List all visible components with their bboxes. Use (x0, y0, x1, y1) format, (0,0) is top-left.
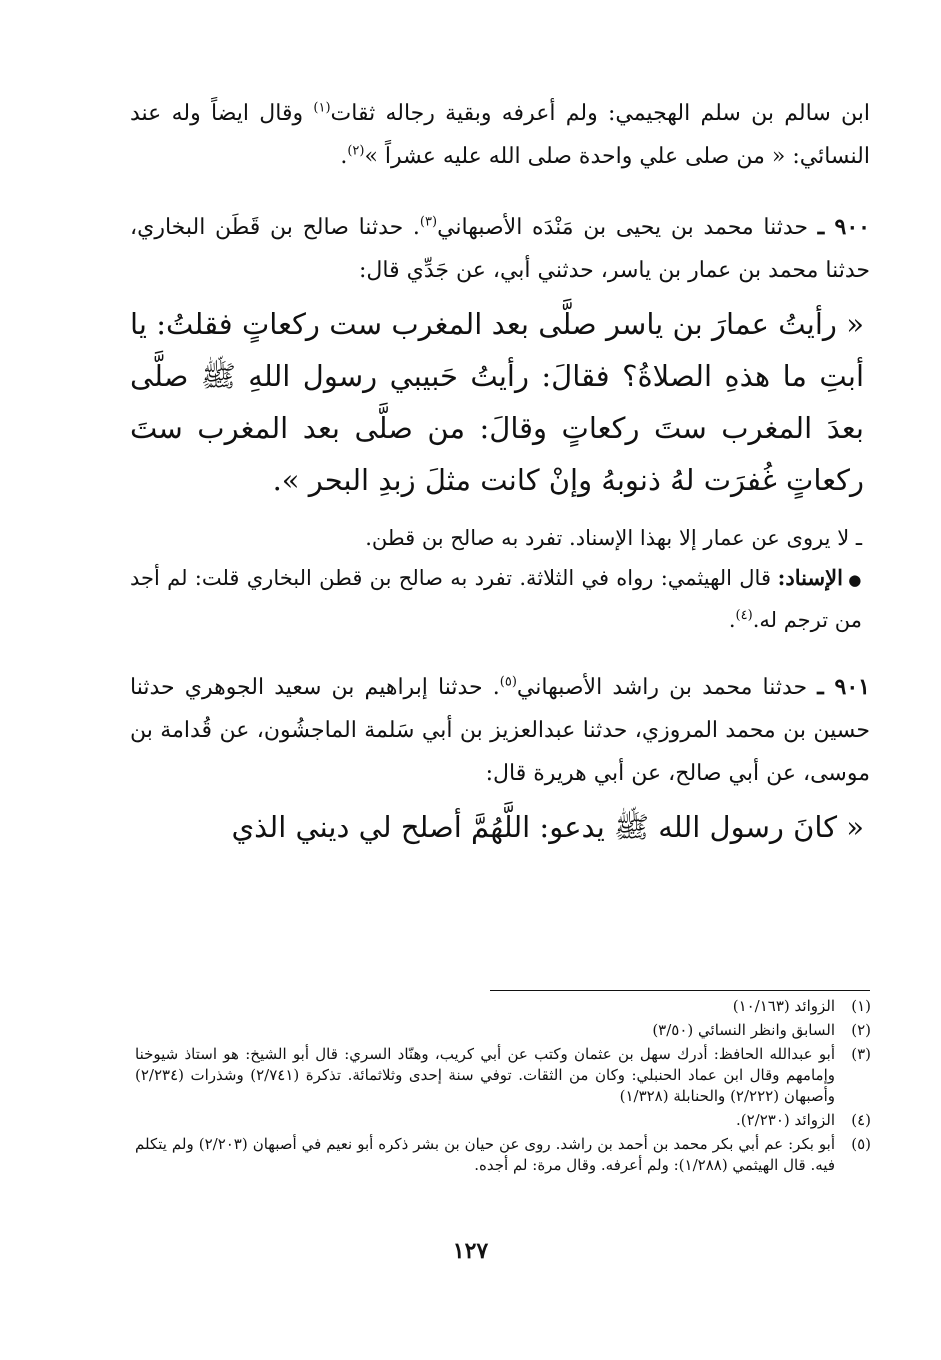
hadith-900-isnad (130, 206, 870, 292)
footnote-4 (135, 1110, 871, 1131)
top-line-2: عند النسائي: « من صلى علي واحدة صلى الله عليه عشراً » (130, 101, 870, 169)
hadith-901-number: ٩٠١ ـ (817, 673, 870, 700)
spacer (130, 640, 870, 666)
footnote-number: (١) (851, 997, 871, 1015)
hadith-901-isnad (130, 666, 870, 795)
isnad-note-a: قال الهيثمي: رواه في الثلاثة. تفرد به صالح بن قطن البخاري قلت: لم أجد من ترجم له. (130, 566, 862, 632)
footnote-number: (٥) (851, 1135, 871, 1153)
hadith-901-isnad-a: حدثنا محمد بن راشد الأصبهاني (516, 674, 808, 700)
isnad-note-b: . (728, 607, 736, 632)
footnote-3 (135, 1044, 871, 1107)
hadith-900-matn: « رأيتُ عمارَ بن ياسر صلَّى بعد المغرب ست ركعاتٍ فقلتُ: يا أبتِ ما هذهِ الصلاةُ؟ فقالَ: رأيتُ حَبيبي رسول اللهِ ﷺ صلَّى بعدَ المغرب ستَ ركعاتٍ وقالَ: من صلَّى بعد المغرب ستَ ركعاتٍ غُفرَت لهُ ذنوبهُ وإنْ كانت مثلَ زبدِ البحر ». (130, 307, 864, 497)
footnote-number: (٢) (851, 1021, 871, 1039)
footnote-text: أبو عبدالله الحافظ: أدرك سهل بن عثمان وكتب عن أبي كريب، وهنّاد السري: قال أبو الشيخ: هو استاذ شيوخنا وإمامهم وقال ابن عماد الحنبلي: وكان من الثقات. توفي سنة إحدى وثلاثمائة. تذكرة (٢/٧٤١) وشذرات (٢/٢٣٤) وأصبهان (٢/٢٢٢) والحنابلة (١/٣٢٨) (135, 1045, 835, 1105)
footnote-text: أبو بكر: عم أبي بكر محمد بن أحمد بن راشد. روى عن حيان بن بشر ذكره أبو نعيم في أصبهان (٢/٢٠٣) ولم يتكلم فيه. قال الهيثمي (١/٢٨٨): ولم أعرفه. وقال مرة: لم أجده. (135, 1135, 836, 1174)
isnad-label: الإسناد: (777, 565, 843, 590)
hadith-901-matn: « كانَ رسول الله ﷺ يدعو: اللَّهُمَّ أصلح لي ديني الذي (231, 809, 864, 844)
footnote-text: السابق وانظر النسائي (٣/٥٠) (652, 1021, 835, 1039)
footnote-ref-2[interactable]: (٢) (347, 143, 365, 159)
footnote-divider (490, 990, 870, 991)
footnote-2 (135, 1020, 871, 1041)
footnote-1 (135, 996, 871, 1017)
hadith-900-isnad-note (130, 558, 870, 640)
footnote-text: الزوائد (١٠/١٦٣) (732, 997, 835, 1015)
hadith-900-note: ـ لا يروى عن عمار إلا بهذا الإسناد. تفرد به صالح بن قطن. (365, 526, 862, 550)
spacer (130, 506, 870, 518)
hadith-900-number: ٩٠٠ ـ (817, 214, 870, 240)
footnote-5 (135, 1134, 871, 1176)
hadith-901-isnad-b: . حدثنا إبراهيم بن سعيد الجوهري حدثنا حسين بن محمد المروزي، حدثنا عبدالعزيز بن أبي سَلمة الماجشُون، عن قُدامة بن موسى، عن أبي صالح، عن أبي هريرة قال: (130, 674, 870, 786)
top-line-1-end: وقال ايضاً وله (171, 101, 314, 126)
top-line-1: ابن سالم بن سلم الهجيمي: ولم أعرفه وبقية رجاله ثقات (330, 101, 871, 126)
footnote-text: الزوائد (٢/٢٣٠). (736, 1111, 835, 1129)
footnote-ref-4[interactable]: (٤) (735, 607, 753, 623)
footnotes (135, 996, 871, 1179)
footnote-ref-1[interactable]: (١) (313, 100, 331, 116)
footnote-number: (٣) (851, 1045, 871, 1063)
hadith-900-isnad-a: حدثنا محمد بن يحيى بن مَنْدَه الأصبهاني (437, 215, 808, 240)
top-paragraph (130, 92, 870, 178)
page-body (130, 92, 870, 853)
spacer (130, 178, 870, 206)
hadith-900-isnad-b: . حدثنا صالح بن قَطَن البخاري، حدثنا محمد بن عمار بن ياسر، حدثني أبي، عن جَدِّي قال: (130, 215, 870, 283)
footnote-ref-5[interactable]: (٥) (499, 674, 517, 690)
page-number: ١٢٧ (452, 1238, 489, 1264)
footnote-ref-3[interactable]: (٣) (419, 214, 438, 230)
footnote-number: (٤) (851, 1111, 871, 1129)
top-line-2-end: . (340, 144, 348, 169)
